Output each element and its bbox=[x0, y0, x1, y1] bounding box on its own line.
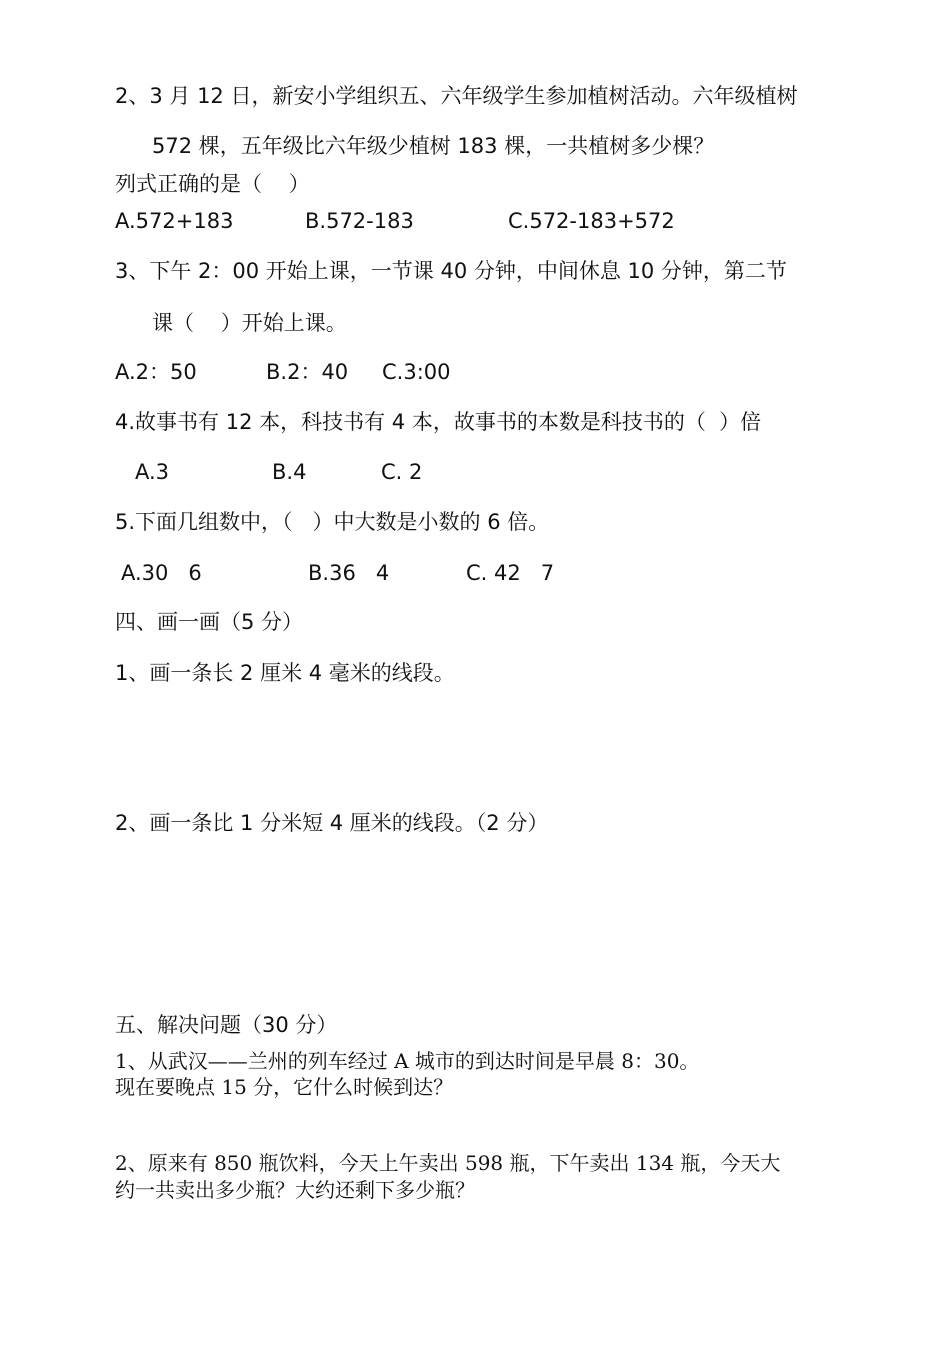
q4-option-b: B.4 bbox=[272, 460, 307, 484]
section4-heading: 四、画一画（5 分） bbox=[115, 610, 304, 634]
q2-option-a: A.572+183 bbox=[115, 209, 234, 233]
q2-line1: 2、3 月 12 日，新安小学组织五、六年级学生参加植树活动。六年级植树 bbox=[115, 84, 798, 108]
q5-option-c: C. 42 7 bbox=[466, 561, 555, 585]
q3-option-a: A.2：50 bbox=[115, 360, 197, 384]
problem2-line1: 2、原来有 850 瓶饮料，今天上午卖出 598 瓶，下午卖出 134 瓶，今天大 bbox=[115, 1151, 781, 1175]
q2-prompt: 列式正确的是（ ） bbox=[115, 172, 310, 196]
problem2-line2: 约一共卖出多少瓶？大约还剩下多少瓶？ bbox=[115, 1178, 475, 1202]
q5-option-b: B.36 4 bbox=[308, 561, 390, 585]
q5-option-a: A.30 6 bbox=[121, 561, 202, 585]
section4-item1: 1、画一条长 2 厘米 4 毫米的线段。 bbox=[115, 661, 455, 685]
problem1-line1: 1、从武汉——兰州的列车经过 A 城市的到达时间是早晨 8：30。 bbox=[115, 1049, 700, 1073]
q3-option-c: C.3:00 bbox=[382, 360, 451, 384]
q2-option-c: C.572-183+572 bbox=[508, 209, 675, 233]
q3-option-b: B.2：40 bbox=[266, 360, 349, 384]
q4-line1: 4.故事书有 12 本，科技书有 4 本，故事书的本数是科技书的（ ）倍 bbox=[115, 410, 762, 434]
q4-option-a: A.3 bbox=[135, 460, 170, 484]
section4-item2: 2、画一条比 1 分米短 4 厘米的线段。（2 分） bbox=[115, 811, 549, 835]
q2-option-b: B.572-183 bbox=[305, 209, 414, 233]
section5-heading: 五、解决问题（30 分） bbox=[115, 1013, 338, 1037]
q4-option-c: C. 2 bbox=[381, 460, 423, 484]
problem1-line2: 现在要晚点 15 分，它什么时候到达？ bbox=[115, 1075, 454, 1099]
q2-line2: 572 棵，五年级比六年级少植树 183 棵，一共植树多少棵？ bbox=[152, 134, 715, 158]
q3-line1: 3、下午 2：00 开始上课，一节课 40 分钟，中间休息 10 分钟，第二节 bbox=[115, 259, 787, 283]
q3-line2: 课（ ）开始上课。 bbox=[152, 311, 347, 335]
q5-line1: 5.下面几组数中，（ ）中大数是小数的 6 倍。 bbox=[115, 510, 550, 534]
